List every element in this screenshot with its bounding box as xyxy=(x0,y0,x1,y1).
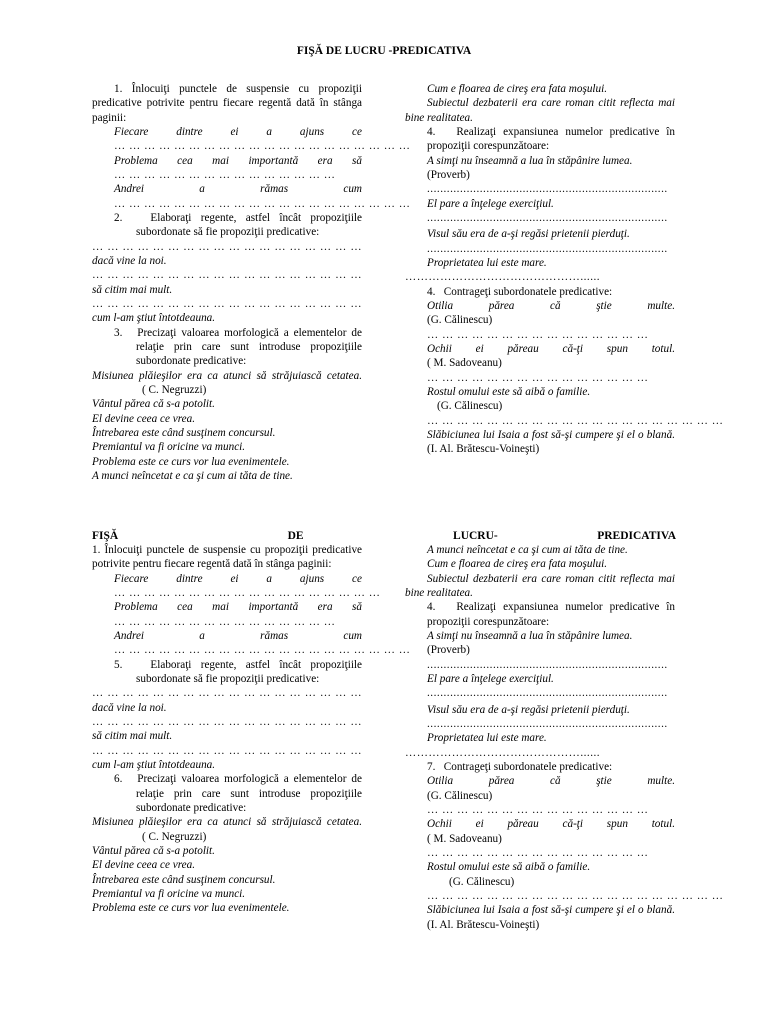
exercise-2-intro: 2. Elaboraţi regente, astfel încât propoziţiile subordonate să fie propoziţii predicative: xyxy=(114,211,363,239)
exercise-3-intro: 3. Precizaţi valoarea morfologică a elementelor de relaţie prin care sunt introduse propoziţiile subordonate predicative: xyxy=(114,326,362,368)
ex5-b-source: ( M. Sadoveanu) xyxy=(427,357,502,370)
exercise-4-intro: 4. Realizaţi expansiunea numelor predicative în propoziţii corespunzătoare: xyxy=(427,125,676,153)
ex3-sentence-4: Întrebarea este când susţinem concursul. xyxy=(92,426,276,439)
ex3-sentence-9: Subiectul dezbaterii era care roman citit reflecta mai bine realitatea. xyxy=(405,97,675,124)
ex3-sentence-1: Misiunea plăieşilor era ca atunci să străjuiască cetatea. ( C. Negruzzi) xyxy=(92,369,362,396)
ex5-d: Slăbiciunea lui Isaia a fost să-şi cumpere şi el o blană. (I. Al. Brătescu-Voineşti) xyxy=(427,428,675,456)
ex3-sentence-2: Vântul părea că s-a potolit. xyxy=(92,398,215,411)
exercise-1-intro: 1. Înlocuiţi punctele de suspensie cu propoziţii predicative potrivite pentru fiecare regentă dată în stânga paginii: xyxy=(92,83,362,124)
ex2-item-a: … … … … … … … … … … … … … … … … … … dacă vine la noi. xyxy=(92,240,362,267)
ex4-q3: Visul său era de a-şi regăsi prietenii pierduţi. xyxy=(427,703,630,716)
dots: … … … … … … … … … … … … … … … … … … … … xyxy=(427,414,724,427)
column-top-right xyxy=(405,82,724,457)
ex3-sentence-9: Subiectul dezbaterii era care roman citit reflecta mai bine realitatea. xyxy=(405,572,675,599)
ex3-sentence-1: Misiunea plăieşilor era ca atunci să străjuiască cetatea. ( C. Negruzzi) xyxy=(92,816,362,843)
ex3-sentence-5: Premiantul va fi oricine va munci. xyxy=(92,441,246,454)
ex4-q1-source: (Proverb) xyxy=(427,168,470,181)
ex4-q4: Proprietatea lui este mare. xyxy=(427,256,547,269)
dots: … … … … … … … … … … … … … … … xyxy=(427,803,649,816)
ex4-q1-source: (Proverb) xyxy=(427,644,470,657)
exercise-4-intro: 4. Realizaţi expansiunea numelor predicative în propoziţii corespunzătoare: xyxy=(427,601,676,628)
exercise-2-intro: 5. Elaboraţi regente, astfel încât propoziţiile subordonate să fie propoziţii predicative: xyxy=(114,658,363,685)
ex5-c-source: (G. Călinescu) xyxy=(437,400,503,413)
ex3-sentence-2: Vântul părea că s-a potolit. xyxy=(92,844,215,857)
ex2-item-a: … … … … … … … … … … … … … … … … … … dacă vine la noi. xyxy=(92,687,362,714)
column-bottom-right xyxy=(405,543,724,932)
exercise-5-intro: 7. Contrageţi subordonatele predicative: xyxy=(427,760,613,773)
ex4-q4: Proprietatea lui este mare. xyxy=(427,732,547,745)
dots: … … … … … … … … … … … … … … … … … … … … xyxy=(114,644,411,657)
ex5-b: Ochii ei păreau că-ţi spun totul. xyxy=(427,818,675,831)
ex1-line2: Problema cea mai importantă era să xyxy=(114,154,362,167)
dots: ………………………………………...... xyxy=(405,746,601,759)
dots: … … … … … … … … … … … … … … … xyxy=(114,168,336,181)
ex5-b-source: ( M. Sadoveanu) xyxy=(427,832,502,845)
ex4-q2: El pare a înţelege exerciţiul. xyxy=(427,197,554,210)
column-bottom-left xyxy=(92,543,411,916)
dots: ………………………………………...... xyxy=(405,271,601,284)
ex2-item-c: … … … … … … … … … … … … … … … … … … cum l-am ştiut întotdeauna. xyxy=(92,297,362,325)
ex1-line3: Andrei a rămas cum xyxy=(114,183,362,196)
dots: ......................................................................... xyxy=(427,687,668,700)
ex3-sentence-4: Întrebarea este când susţinem concursul. xyxy=(92,873,276,886)
ex5-a: Otilia părea că ştie multe. xyxy=(427,775,675,788)
ex2-item-b: … … … … … … … … … … … … … … … … … … să citim mai mult. xyxy=(92,715,362,743)
ex5-d: Slăbiciunea lui Isaia a fost să-şi cumpere şi el o blană. (I. Al. Brătescu-Voineşti) xyxy=(427,904,675,931)
dots: … … … … … … … … … … … … … … … xyxy=(427,371,649,384)
ex5-a: Otilia părea că ştie multe. xyxy=(427,299,675,312)
exercise-5-intro: 4. Contrageţi subordonatele predicative: xyxy=(427,285,613,298)
dots: … … … … … … … … … … … … … … … … … … … … xyxy=(427,889,724,902)
ex1-line1: Fiecare dintre ei a ajuns ce xyxy=(114,125,362,138)
dots: … … … … … … … … … … … … … … … … … … … … xyxy=(114,140,411,153)
dots: ......................................................................... xyxy=(427,658,668,671)
dots: … … … … … … … … … … … … … … … xyxy=(427,328,649,341)
ex5-a-source: (G. Călinescu) xyxy=(427,789,493,802)
ex4-q1: A simţi nu înseamnă a lua în stăpânire lumea. xyxy=(427,154,633,167)
ex3-sentence-7: A munci neîncetat e ca şi cum ai tăta de tine. xyxy=(427,544,628,556)
ex3-sentence-8: Cum e floarea de cireş era fata moşului. xyxy=(427,558,608,571)
ex5-a-source: (G. Călinescu) xyxy=(427,314,493,327)
page-title-bottom: FIŞĂ DE LUCRU- PREDICATIVA xyxy=(92,530,676,542)
dots: ......................................................................... xyxy=(427,211,668,224)
ex4-q1: A simţi nu înseamnă a lua în stăpânire lumea. xyxy=(427,629,633,642)
ex3-sentence-3: El devine ceea ce vrea. xyxy=(92,412,196,425)
ex1-line1: Fiecare dintre ei a ajuns ce xyxy=(114,572,362,585)
ex3-sentence-7: A munci neîncetat e ca şi cum ai tăta de tine. xyxy=(92,469,293,482)
ex5-c: Rostul omului este să aibă o familie. xyxy=(427,861,591,874)
ex3-sentence-3: El devine ceea ce vrea. xyxy=(92,859,196,872)
dots: ......................................................................... xyxy=(427,717,668,730)
ex3-sentence-6: Problema este ce curs vor lua evenimentele. xyxy=(92,902,290,915)
ex1-line3: Andrei a rămas cum xyxy=(114,629,362,642)
ex1-line2: Problema cea mai importantă era să xyxy=(114,601,362,614)
dots: … … … … … … … … … … … … … … … xyxy=(427,846,649,859)
ex5-c: Rostul omului este să aibă o familie. xyxy=(427,385,591,398)
column-top-left xyxy=(92,82,411,483)
exercise-1-intro: 1. Înlocuiţi punctele de suspensie cu propoziţii predicative potrivite pentru fiecare regentă dată în stânga paginii: xyxy=(92,544,362,571)
ex3-sentence-6: Problema este ce curs vor lua evenimentele. xyxy=(92,455,290,468)
exercise-3-intro: 6. Precizaţi valoarea morfologică a elementelor de relaţie prin care sunt introduse propoziţiile subordonate predicative: xyxy=(114,773,362,814)
ex5-b: Ochii ei păreau că-ţi spun totul. xyxy=(427,342,675,355)
ex4-q2: El pare a înţelege exerciţiul. xyxy=(427,672,554,685)
dots: ......................................................................... xyxy=(427,183,668,196)
dots: … … … … … … … … … … … … … … … … … … xyxy=(114,586,381,599)
ex5-c-source: (G. Călinescu) xyxy=(449,875,515,888)
page-title: FIŞĂ DE LUCRU -PREDICATIVA xyxy=(296,45,472,57)
ex3-sentence-5: Premiantul va fi oricine va munci. xyxy=(92,887,246,900)
ex3-sentence-8: Cum e floarea de cireş era fata moşului. xyxy=(427,83,608,95)
ex4-q3: Visul său era de a-şi regăsi prietenii pierduţi. xyxy=(427,228,630,241)
ex2-item-b: … … … … … … … … … … … … … … … … … … să citim mai mult. xyxy=(92,269,362,296)
dots: … … … … … … … … … … … … … … … xyxy=(114,615,336,628)
dots: ......................................................................... xyxy=(427,242,668,255)
dots: … … … … … … … … … … … … … … … … … … … … xyxy=(114,197,411,210)
ex2-item-c: … … … … … … … … … … … … … … … … … … cum l-am ştiut întotdeauna. xyxy=(92,744,362,771)
